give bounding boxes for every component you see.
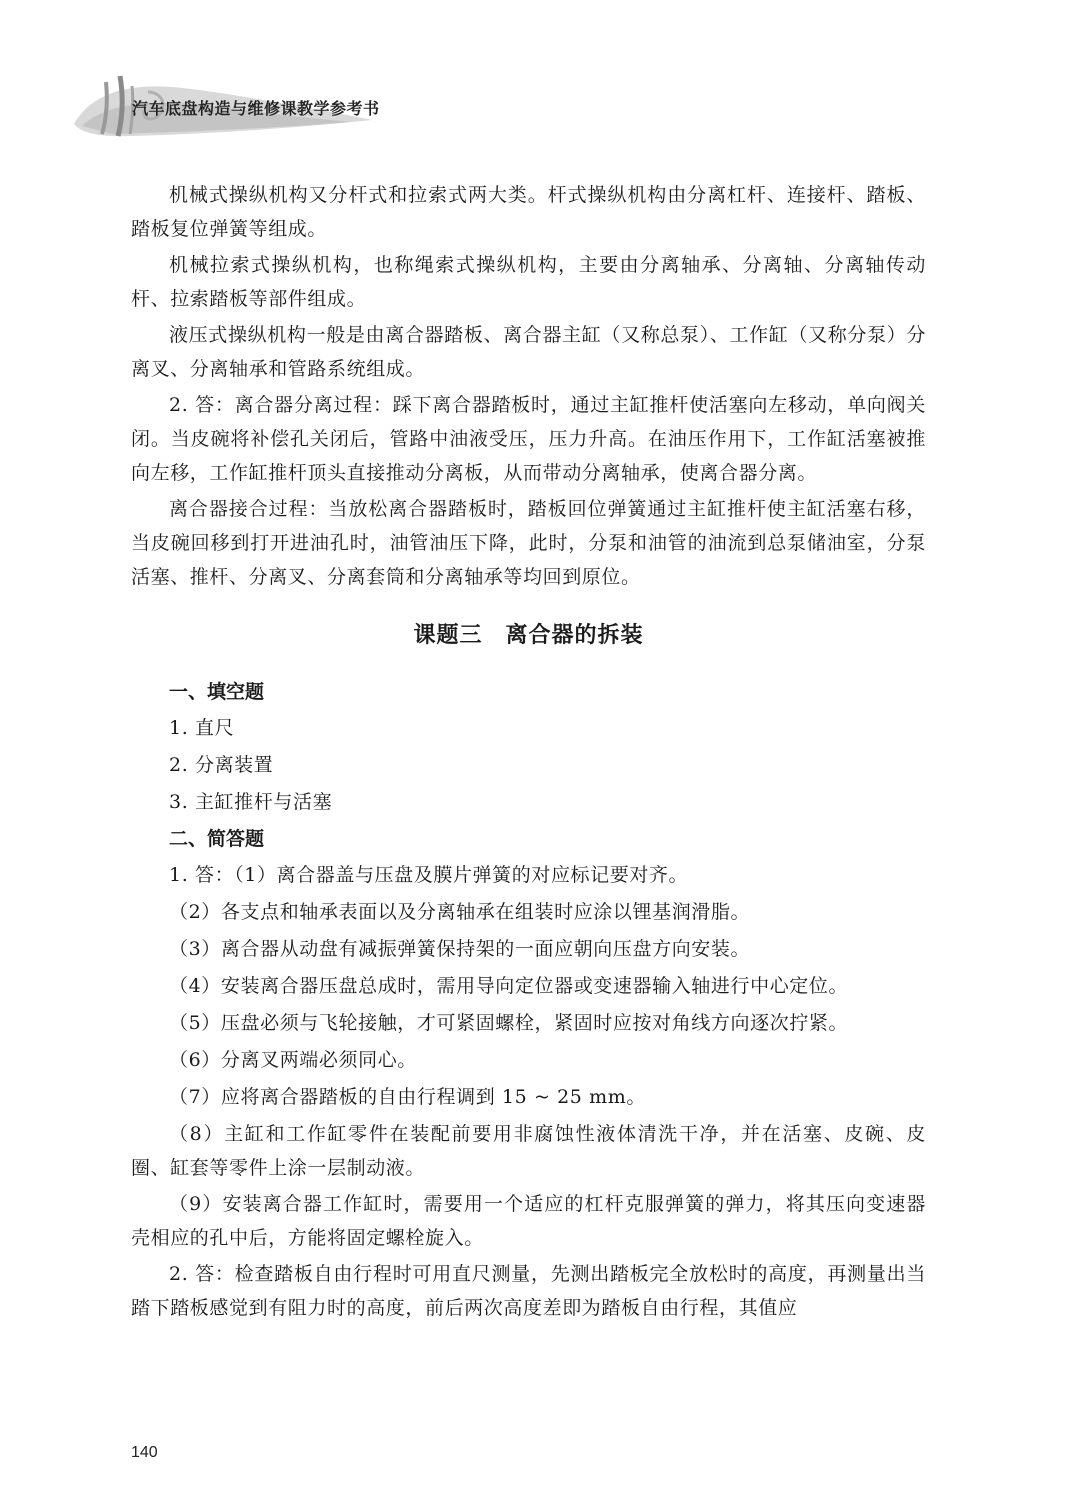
header-title: 汽车底盘构造与维修课教学参考书 bbox=[132, 99, 380, 118]
fill-blank-item: 1. 直尺 bbox=[169, 717, 235, 739]
body-paragraph: 机械拉索式操纵机构，也称绳索式操纵机构，主要由分离轴承、分离轴、分离轴传动杆、拉索踏板等部件组成。 bbox=[131, 254, 926, 310]
short-answer-item: （7）应将离合器踏板的自由行程调到 15 ~ 25 mm。 bbox=[169, 1086, 646, 1108]
section-title: 课题三 离合器的拆装 bbox=[413, 623, 644, 648]
body-paragraph: 机械式操纵机构又分杆式和拉索式两大类。杆式操纵机构由分离杠杆、连接杆、踏板、踏板复位弹簧等组成。 bbox=[131, 184, 926, 240]
short-answer-item: （4）安装离合器压盘总成时，需用导向定位器或变速器输入轴进行中心定位。 bbox=[169, 975, 849, 997]
body-paragraph: 2. 答：离合器分离过程：踩下离合器踏板时，通过主缸推杆使活塞向左移动，单向阀关闭。当皮碗将补偿孔关闭后，管路中油液受压，压力升高。在油压作用下，工作缸活塞被推向左移，工作缸推杆顶头直接推动分离板，从而带动分离轴承，使离合器分离。 bbox=[131, 394, 926, 484]
short-answer-item: （5）压盘必须与飞轮接触，才可紧固螺栓，紧固时应按对角线方向逐次拧紧。 bbox=[169, 1012, 849, 1034]
body-paragraph: 液压式操纵机构一般是由离合器踏板、离合器主缸（又称总泵）、工作缸（又称分泵）分离叉、分离轴承和管路系统组成。 bbox=[131, 324, 926, 380]
short-answer-item: （3）离合器从动盘有减振弹簧保持架的一面应朝向压盘方向安装。 bbox=[169, 938, 751, 960]
short-answer-item: （8）主缸和工作缸零件在装配前要用非腐蚀性液体清洗干净，并在活塞、皮碗、皮圈、缸套等零件上涂一层制动液。 bbox=[131, 1123, 926, 1179]
running-header bbox=[72, 62, 432, 152]
fill-blank-item: 2. 分离装置 bbox=[169, 754, 274, 776]
page-number: 140 bbox=[131, 1444, 158, 1461]
fill-blank-heading: 一、填空题 bbox=[169, 681, 265, 703]
short-answer-heading: 二、简答题 bbox=[169, 828, 265, 850]
short-answer-item: （9）安装离合器工作缸时，需要用一个适应的杠杆克服弹簧的弹力，将其压向变速器壳相应的孔中后，方能将固定螺栓旋入。 bbox=[131, 1193, 926, 1249]
short-answer-item: 2. 答：检查踏板自由行程时可用直尺测量，先测出踏板完全放松时的高度，再测量出当踏下踏板感觉到有阻力时的高度，前后两次高度差即为踏板自由行程，其值应 bbox=[131, 1263, 926, 1319]
short-answer-item: 1. 答：（1）离合器盖与压盘及膜片弹簧的对应标记要对齐。 bbox=[169, 864, 689, 886]
body-paragraph: 离合器接合过程：当放松离合器踏板时，踏板回位弹簧通过主缸推杆使主缸活塞右移，当皮碗回移到打开进油孔时，油管油压下降，此时，分泵和油管的油流到总泵储油室，分泵活塞、推杆、分离叉、分离套筒和分离轴承等均回到原位。 bbox=[131, 498, 926, 588]
short-answer-item: （2）各支点和轴承表面以及分离轴承在组装时应涂以锂基润滑脂。 bbox=[169, 901, 751, 923]
fill-blank-item: 3. 主缸推杆与活塞 bbox=[169, 791, 333, 813]
short-answer-item: （6）分离叉两端必须同心。 bbox=[169, 1049, 417, 1071]
page-content bbox=[131, 178, 926, 1327]
